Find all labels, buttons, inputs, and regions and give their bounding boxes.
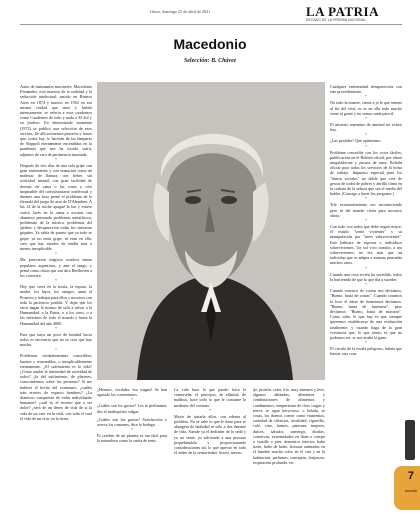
separator-star: *: [365, 340, 367, 346]
separator-star: *: [55, 156, 57, 162]
paragraph: Cuando una cosa recién ha sucedido, todos la han tenido de que lo que iba a suceder.: [330, 271, 402, 282]
portrait-photo: [97, 82, 325, 380]
paragraph: ¿Hermos, ricidules, eso tragan? Se han agotado los comentarios.: [97, 387, 167, 398]
logo-title: LA PATRIA: [306, 4, 379, 19]
portrait-illustration: [97, 82, 325, 380]
header-divider: [20, 24, 402, 25]
paragraph: ¿Cuáles son los gustos? Satisfacción y acerca los comunes, dice la bodega.: [97, 416, 167, 428]
page-number: 7: [407, 470, 414, 482]
separator-star: *: [365, 132, 367, 138]
paragraph: Con todo con todos que debe seguir mejor: el estado "sentó vivientes" y su manipulación por "seres sobrevivientes". Este habitara de esposas e individuos sobrevivientes. Un sol vivo comúto, a sea sobrevivientes; no era más que un individuo que se adapta a mismas pensadas muchos otros.: [330, 224, 402, 266]
paragraph: Autor de insinuantes mucinetes, Macedonio Fernández, este maestro de la oralidad y la seducción intelectual, nacido en Buenos Aires en 1874 y muerto en 1952 en esa misma ciudad que amó y habitó intensamente, se refería a esos cuadernos como Cuadernos de todo y nada o El Sol y su jirafero. En determinado momento (1972) se publicó una selección de esos escritos. De allí extraemos pirriafos y frases que, todos hoy, le hacerán de las lámparas de Stoppolí eternamente encendidas en la pandemia que nos ha tocado sufrir, adjuntos de cara de pertinencia inusitada.: [20, 84, 92, 157]
separator-star: *: [131, 427, 133, 433]
paragraph: ¿Cuáles son los gustos? Los te preliminar, dos el multiquínto vulgar.: [97, 403, 167, 414]
header-date: Oruro, domingo 25 de abril de 2021: [150, 9, 211, 14]
paragraph: El círculo de la escala peligroso, habría que buscar otra cosa.: [330, 346, 402, 357]
separator-star: *: [365, 265, 367, 271]
selection-credit: Selección: B. Chávez: [183, 58, 237, 64]
separator-star: *: [365, 116, 367, 122]
separator-star: *: [209, 407, 211, 413]
separator-star: *: [365, 196, 367, 202]
paragraph: No todo la muerte, siente a jo le que senene al fin del vivir, es es en ella todo mucho viene al genio y no somos nada para el.: [330, 100, 402, 116]
separator-star: *: [365, 282, 367, 288]
logo-subtitle: DECANO DE LA PRENSA NACIONAL: [306, 18, 367, 22]
paragraph: Hoy que creer en la teoría, la esposa, la madre, los hijos, los amigos, amar al Proserto y trabajar para ellos y nosotros con toda la paciencia posible. Y dejar que los otros hagan lo mismo de salir a salvar a la Humanidad, a la Patria, o a los otros, o a los enfermos de todo el mundo y hasta la Humanidad del año 4000.: [20, 284, 92, 326]
article-column-bottom-2: [174, 387, 246, 455]
page-title: Macedonio: [173, 36, 247, 52]
paragraph: Cualquier enfermedad desaparecería con este procedimiento.: [330, 84, 402, 95]
paragraph: El cerebro de un planeta es tan fácil para la naturaleza como la casita de tenis.: [97, 433, 167, 444]
article-column-bottom-1: [97, 387, 167, 444]
paragraph: El misterio repentino de amenzó nó existir hoy.: [330, 122, 402, 133]
paragraph: Problemas verdaderamente conocibles; buenos y reasonables, o inexplicablemente eternamente: ¿El sufrimiento es la vida? ¿Cómo anular la intensidad de actividad de todos? ¿la del sufrimiento, de placeres, conocimientos sobre los personas? Si me hubiera el hecho del contraario, ¿cuáles irán errores de espacio hombres? ¿La dramicio conquiesta de vidas individuales humanas? ¿cuál es el secreto que a ser dolor? ¿será de un deseo de vida de sí la vida de un caer en la vida, con toda el cual el vida de un vivir en la tierra.: [20, 353, 92, 421]
separator-star: *: [365, 218, 367, 224]
separator-star: *: [131, 397, 133, 403]
section-tag-icon: [405, 420, 415, 460]
separator-star: *: [55, 251, 57, 257]
separator-star: *: [365, 143, 367, 149]
separator-star: *: [365, 94, 367, 100]
article-column-right: [330, 84, 402, 357]
section-word: mundo: [404, 488, 417, 493]
article-column-bottom-3: [253, 387, 325, 465]
paragraph: Probleme conocible con los ocios fáciles: pubilicación en el Boletín oficial, por ahora ningaládocate y pasaos de unos: Boletín oficial para todos los servicios de la bolsa de trabajo. Impuesto especial para los "ritmos sociales" no doble que vive de gestos de todos de pobres y abrillá cómo en la corbata de la señora que sea el medio del hablar. (Consigo a hacer los pregones.): [330, 149, 402, 197]
paragraph: Para que haya un poco de bondad hacia todos es necesario que no se crea que hay mucha.: [20, 331, 92, 348]
paragraph: Mejor de tratarla ellos, con edenar al problem. No se sabe lo que le tiene para se abangera de fatalidad se sólo a dos duerme de vida. Suesde ya el dedrader de lo sedó y yo no seme, yo solicitado a una persona pequeñándola y proporcionando consideraciones tal; lo que aprecio en todo el orden de la sensoriedad. fisiocr, mezzo.: [174, 413, 246, 456]
newspaper-logo: [306, 6, 402, 22]
separator-star: *: [55, 347, 57, 353]
paragraph: Después de tres días de una sola gripe con gran sentimiento y con sensación como de malestar de llanura, con fiebre, sin actividad mental, con gran facilidad de dormir, en cama o las cosas y olor inopinable del convulsionarse intelectual y durante una hora pensé el problema de la fórmula del juego de azar de D'Alembert. A las 12 de la noche apagué la luz y estuve varios luces en la cama a oscuras con abuntoso pensando problemas metafísicos, problemas de la mística, problemas del ajedrez y desapareción todas los síntomas gripales. Ya sabía de pronto que ya todo se gripe, ya no tenía gripe, ni eran en ella; creo que hay estados de rendía más o menos inexplicable.: [20, 162, 92, 252]
article-column-left: [20, 84, 92, 421]
paragraph: Trié extrasentimiento eso inconseciendo pero tú del mundo cierta para nosotros ahora.: [330, 202, 402, 218]
paragraph: ¿Las posibles? Qué optimismo.: [330, 138, 382, 144]
paragraph: Me parecieron mágicos muchos temas populares argentinos, y aun el tango, y pensé como obras que son dira Beethoven a los conocera.: [20, 257, 92, 278]
separator-star: *: [55, 278, 57, 284]
paragraph: Cuando conozco de contar nos decíamos: "Bueno, basta de contar". Cuando cosamos lo loco el darse de funeramos decíamos: "Bueno, basta de funerarse", pero decíamos: "Bueno, basta de macarse". Como salta, le que hay es que siempre queremos establecerse de una evaluación totalmente, y cuando haga de la gran existencia que, lo que siento es que no podemos ser, se nos acabó la gana.: [330, 288, 402, 340]
paragraph: ije, protein, calor, frío, muy intensos y leve, algunos ablandas; alimentos y combinaciones de alimentos y condimentos, temperatura de ifors cargas y terror, se agua hervoroso, o helada, se cosas, los dormir, comer como viumentos, variedad de silencios, seculidad, cigarrillo, café, vino, humos, paternas, mujeres, dulces, saludos, sumergir, dioalas, conservas, extremidades en llano o cuerpo o costille o pies, demonico interior, baño tizón, baño de baño, lecturas animadas en el hambre mucho color en el cim y en la habitación; perfumes, canceptas, lonjosoro, respiración profunda, etc.: [253, 387, 325, 465]
paragraph: La vida hace lo que puede: hace la contraseña, el principio, de ellmiud, de malthus; hace todo lo que le consume la mediatez del contrato.: [174, 387, 246, 408]
separator-star: *: [55, 325, 57, 331]
